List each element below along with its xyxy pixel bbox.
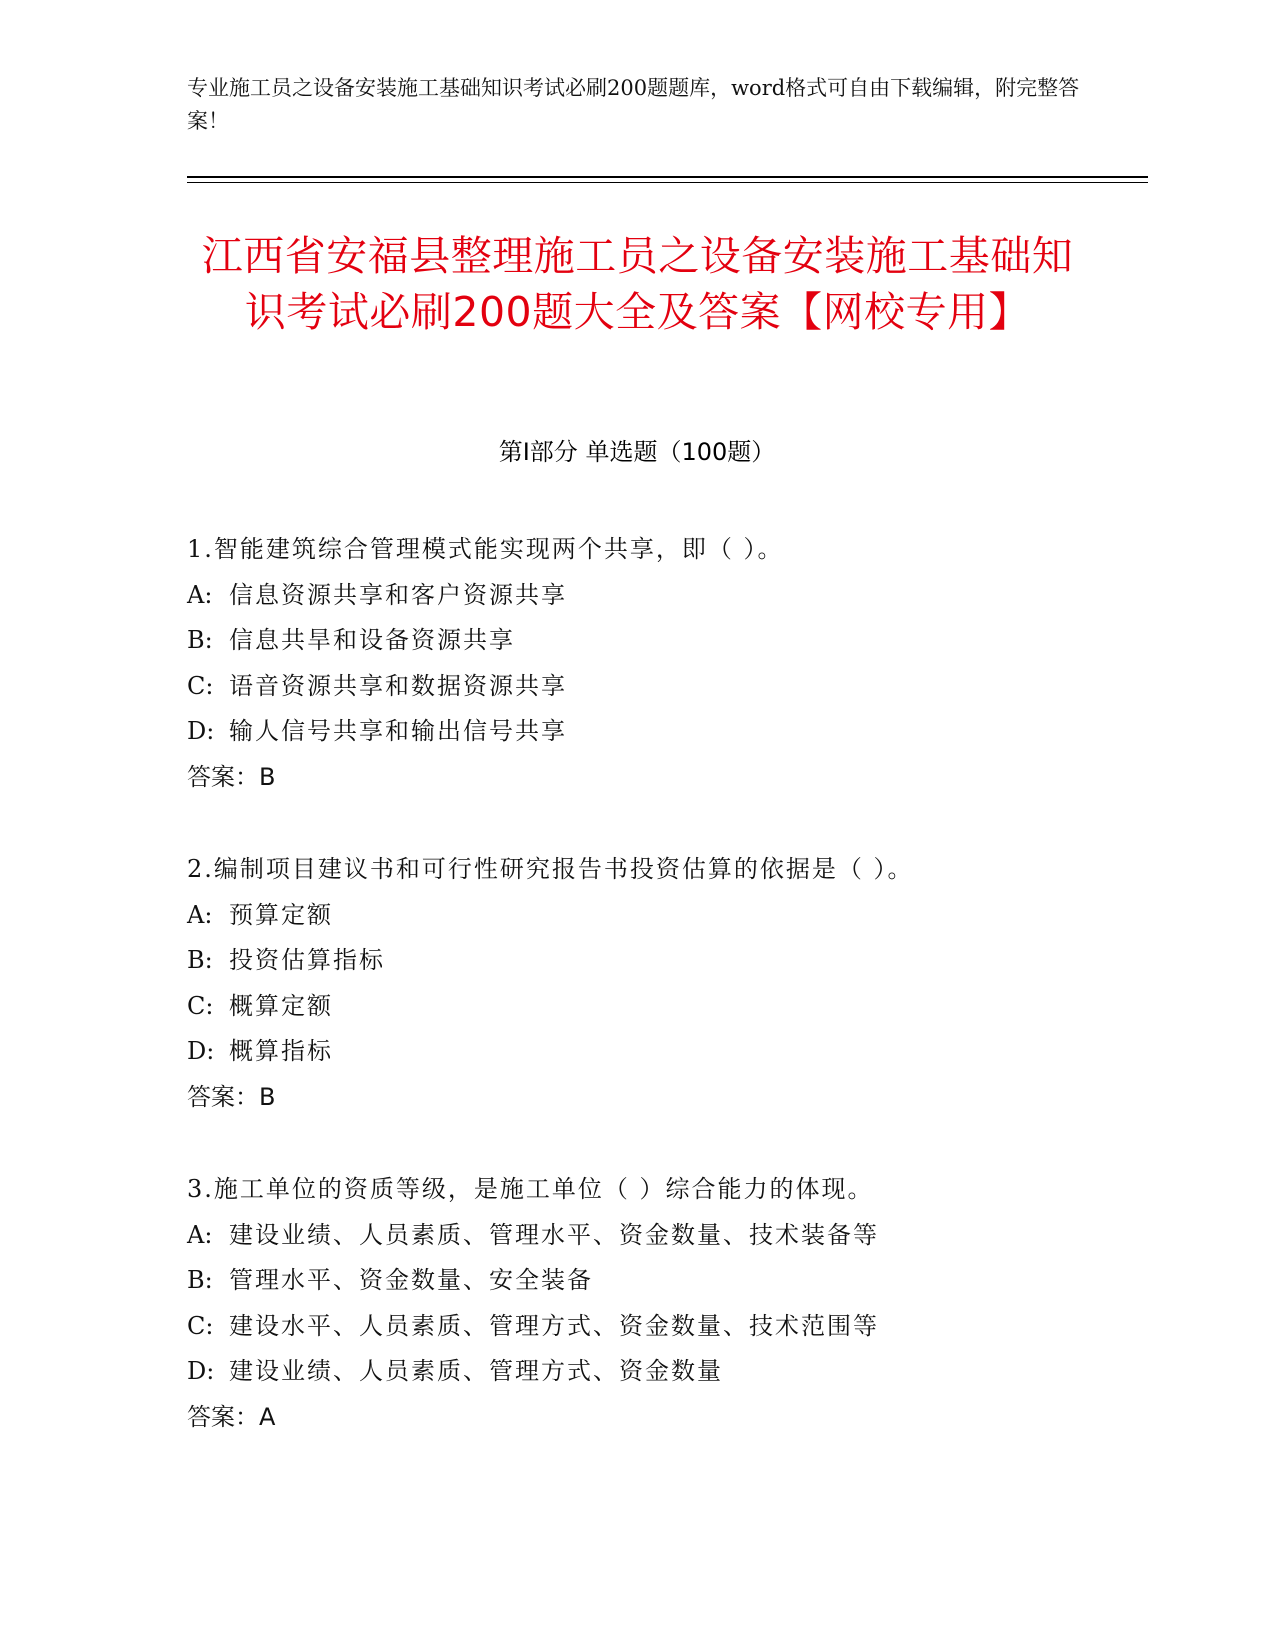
answer: 答案：B [187,762,276,791]
option-d [187,709,1137,755]
header-rule-thick [187,176,1148,178]
option-a [187,573,1137,619]
option-key: D: [187,1037,215,1065]
option-c [187,664,1137,710]
option-text: 输人信号共享和输出信号共享 [229,717,567,745]
option-text: 管理水平、资金数量、安全装备 [229,1266,593,1294]
header-note: 专业施工员之设备安装施工基础知识考试必刷200题题库，word格式可自由下载编辑，附完整答案！ [187,76,1080,133]
option-c [187,984,1137,1030]
answer: 答案：B [187,1082,276,1111]
option-d [187,1029,1137,1075]
option-key: D: [187,717,215,745]
document-title: 江西省安福县整理施工员之设备安装施工基础知识考试必刷200题大全及答案【网校专用】 [201,232,1074,336]
option-a [187,1213,1137,1259]
option-key: B: [187,946,213,974]
option-a [187,893,1137,939]
option-key: A: [187,1220,213,1249]
option-text: 投资估算指标 [229,946,385,974]
section-title: 第Ⅰ部分 单选题（100题） [498,438,776,466]
option-key: A: [187,900,213,929]
question-3 [187,1167,1137,1440]
header-rule-thin [187,182,1148,183]
option-b [187,938,1137,984]
option-d [187,1349,1137,1395]
option-text: 预算定额 [229,900,333,929]
option-c [187,1304,1137,1350]
question-stem: 1.智能建筑综合管理模式能实现两个共享，即（ ）。 [187,535,784,563]
question-1 [187,527,1137,800]
option-b [187,618,1137,664]
option-text: 建设业绩、人员素质、管理水平、资金数量、技术装备等 [229,1220,879,1249]
option-key: B: [187,626,213,654]
option-text: 建设业绩、人员素质、管理方式、资金数量 [229,1357,723,1385]
question-stem: 3.施工单位的资质等级，是施工单位（ ）综合能力的体现。 [187,1175,874,1203]
option-text: 信息资源共享和客户资源共享 [229,580,567,609]
option-text: 概算指标 [229,1037,333,1065]
option-key: C: [187,991,214,1020]
option-key: B: [187,1266,213,1294]
option-b [187,1258,1137,1304]
option-key: A: [187,580,213,609]
answer: 答案：A [187,1402,276,1431]
option-text: 建设水平、人员素质、管理方式、资金数量、技术范围等 [229,1311,879,1340]
option-key: C: [187,671,214,700]
question-stem: 2.编制项目建议书和可行性研究报告书投资估算的依据是（ ）。 [187,855,914,883]
option-text: 语音资源共享和数据资源共享 [229,671,567,700]
question-list [187,527,1137,1487]
option-key: C: [187,1311,214,1340]
option-key: D: [187,1357,215,1385]
option-text: 信息共旱和设备资源共享 [229,626,515,654]
question-2 [187,847,1137,1120]
option-text: 概算定额 [229,991,333,1020]
